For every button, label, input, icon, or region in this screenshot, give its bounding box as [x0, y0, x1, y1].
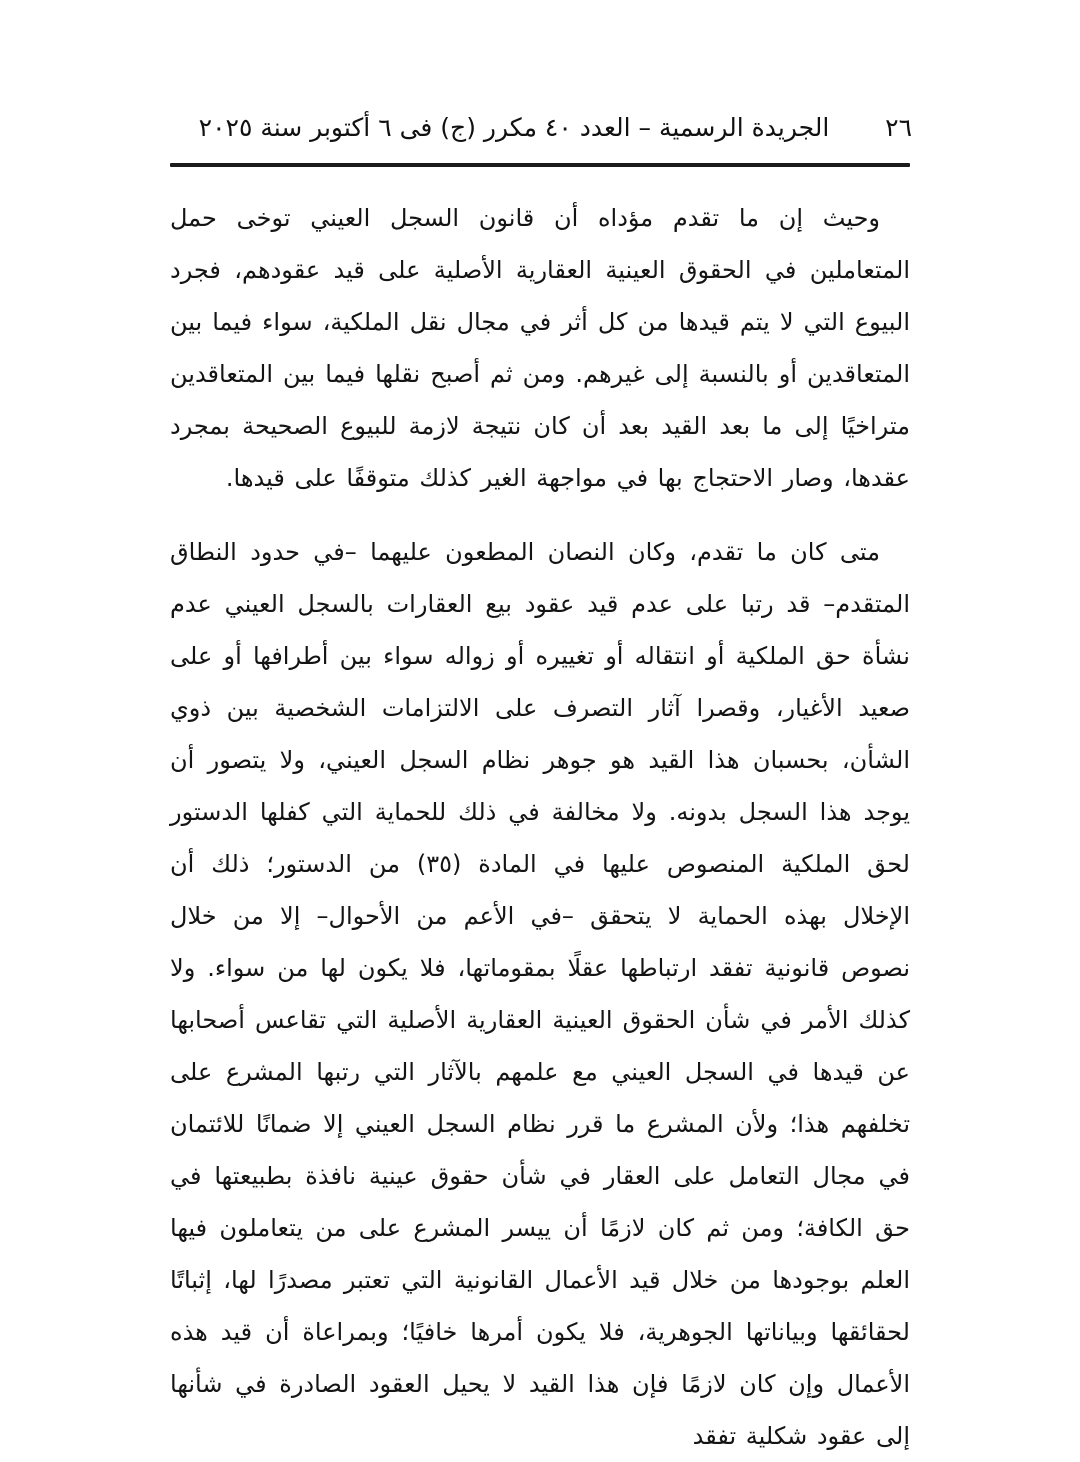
header-row — [170, 104, 910, 152]
document-body — [170, 167, 910, 1462]
header-divider-rule — [170, 163, 910, 167]
content-column — [170, 0, 910, 1462]
page-number: ٢٦ — [885, 113, 912, 142]
body-paragraph: وحيث إن ما تقدم مؤداه أن قانون السجل العيني توخى حمل المتعاملين في الحقوق العينية العقارية الأصلية على قيد عقودهم، فجرد البيوع التي لا يتم قيدها من كل أثر في مجال نقل الملكية، سواء فيما بين المتعاقدين أو بالنسبة إلى غيرهم. ومن ثم أصبح نقلها فيما بين المتعاقدين متراخيًا إلى ما بعد القيد بعد أن كان نتيجة لازمة للبيوع الصحيحة بمجرد عقدها، وصار الاحتجاج بها في مواجهة الغير كذلك متوقفًا على قيدها. — [170, 204, 910, 492]
gazette-header-title: الجريدة الرسمية – العدد ٤٠ مكرر (ج) فى ٦ أكتوبر سنة ٢٠٢٥ — [198, 113, 830, 142]
page-header — [170, 0, 910, 167]
body-paragraph: متى كان ما تقدم، وكان النصان المطعون عليهما –في حدود النطاق المتقدم– قد رتبا على عدم قيد عقود بيع العقارات بالسجل العيني عدم نشأة حق الملكية أو انتقاله أو تغييره أو زواله سواء بين أطرافها أو على صعيد الأغيار، وقصرا آثار التصرف على الالتزامات الشخصية بين ذوي الشأن، بحسبان هذا القيد هو جوهر نظام السجل العيني، ولا يتصور أن يوجد هذا السجل بدونه. ولا مخالفة في ذلك للحماية التي كفلها الدستور لحق الملكية المنصوص عليها في المادة (٣٥) من الدستور؛ ذلك أن الإخلال بهذه الحماية لا يتحقق –في الأعم من الأحوال– إلا من خلال نصوص قانونية تفقد ارتباطها عقلًا بمقوماتها، فلا يكون لها من سواء. ولا كذلك الأمر في شأن الحقوق العينية العقارية الأصلية التي تقاعس أصحابها عن قيدها في السجل العيني مع علمهم بالآثار التي رتبها المشرع على تخلفهم هذا؛ ولأن المشرع ما قرر نظام السجل العيني إلا ضمانًا للائتمان في مجال التعامل على العقار في شأن حقوق عينية نافذة بطبيعتها في حق الكافة؛ ومن ثم كان لازمًا أن ييسر المشرع على من يتعاملون فيها العلم بوجودها من خلال قيد الأعمال القانونية التي تعتبر مصدرًا لها، إثباتًا لحقائقها وبياناتها الجوهرية، فلا يكون أمرها خافيًا؛ وبمراعاة أن قيد هذه الأعمال وإن كان لازمًا فإن هذا القيد لا يحيل العقود الصادرة في شأنها إلى عقود شكلية تفقد — [170, 538, 910, 1450]
